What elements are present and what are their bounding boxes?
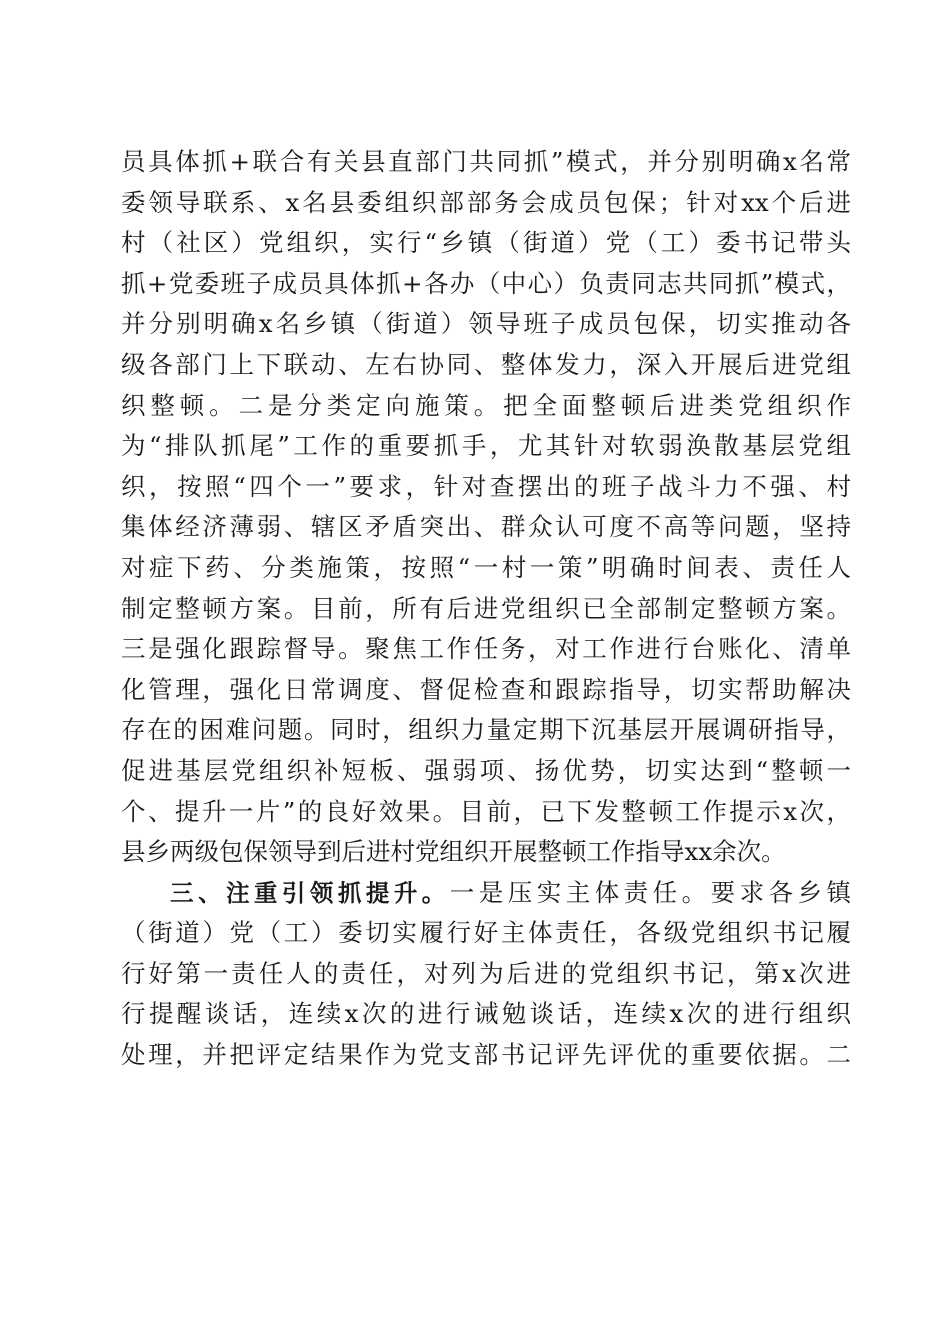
text-line: 促进基层党组织补短板、强弱项、扬优势，切实达到“整顿一 xyxy=(121,755,851,785)
section-3-first-line-text: 一是压实主体责任。要求各乡镇 xyxy=(449,877,851,907)
text-line: 织整顿。二是分类定向施策。把全面整顿后进类党组织作 xyxy=(121,390,851,420)
text-line: 行提醒谈话，连续x次的进行诫勉谈话，连续x次的进行组织 xyxy=(121,999,851,1029)
text-line: 级各部门上下联动、左右协同、整体发力，深入开展后进党组 xyxy=(121,349,851,379)
text-line: 三是强化跟踪督导。聚焦工作任务，对工作进行台账化、清单 xyxy=(121,634,851,664)
text-line: 员具体抓+联合有关县直部门共同抓”模式，并分别明确x名常 xyxy=(121,147,851,176)
text-line: （街道）党（工）委切实履行好主体责任，各级党组织书记履 xyxy=(121,918,851,948)
body-text xyxy=(121,142,851,1076)
section-3-heading: 三、注重引领抓提升。 xyxy=(170,878,450,907)
text-line: 行好第一责任人的责任，对列为后进的党组织书记，第x次进 xyxy=(121,958,851,988)
text-line: 化管理，强化日常调度、督促检查和跟踪指导，切实帮助解决 xyxy=(121,674,851,704)
text-line: 处理，并把评定结果作为党支部书记评先评优的重要依据。二 xyxy=(121,1040,851,1070)
text-line: 抓+党委班子成员具体抓+各办（中心）负责同志共同抓”模式， xyxy=(121,268,851,298)
text-line: 村（社区）党组织，实行“乡镇（街道）党（工）委书记带头 xyxy=(121,228,851,258)
text-line: 对症下药、分类施策，按照“一村一策”明确时间表、责任人 xyxy=(121,552,851,582)
section-3-first-line xyxy=(121,873,851,914)
text-line: 县乡两级包保领导到后进村党组织开展整顿工作指导xx余次。 xyxy=(121,837,786,867)
text-line: 集体经济薄弱、辖区矛盾突出、群众认可度不高等问题，坚持 xyxy=(121,512,851,542)
text-line: 存在的困难问题。同时，组织力量定期下沉基层开展调研指导， xyxy=(121,715,851,745)
text-line: 并分别明确x名乡镇（街道）领导班子成员包保，切实推动各 xyxy=(121,309,851,339)
text-line: 织，按照“四个一”要求，针对查摆出的班子战斗力不强、村 xyxy=(121,471,851,501)
text-line: 委领导联系、x名县委组织部部务会成员包保；针对xx个后进 xyxy=(121,187,851,217)
text-line: 为“排队抓尾”工作的重要抓手，尤其针对软弱涣散基层党组 xyxy=(121,431,851,461)
text-line: 制定整顿方案。目前，所有后进党组织已全部制定整顿方案。 xyxy=(121,593,851,623)
text-line: 个、提升一片”的良好效果。目前，已下发整顿工作提示x次， xyxy=(121,796,851,826)
